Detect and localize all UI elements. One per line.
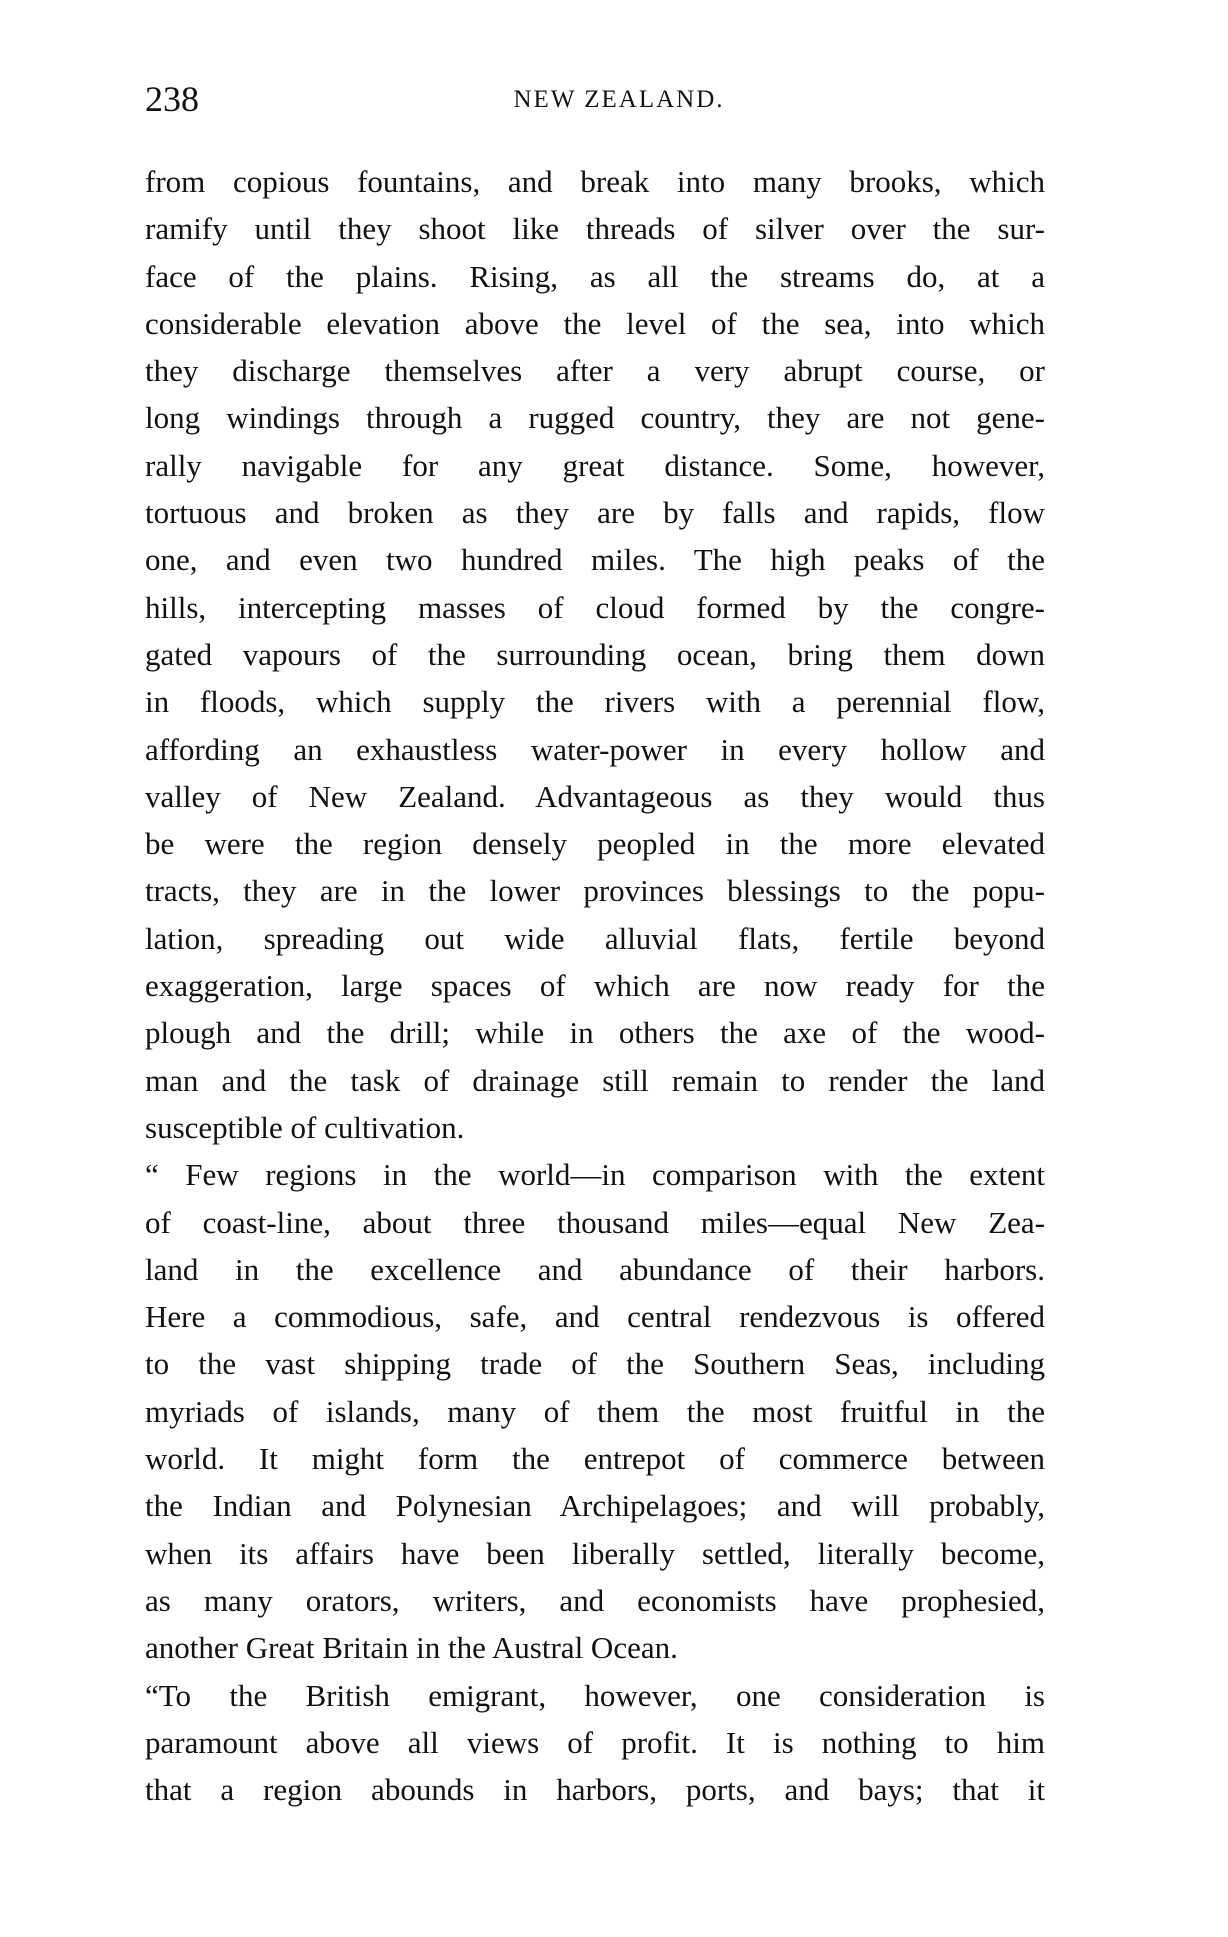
text-line: tracts, they are in the lower provinces blessings to the popu-: [145, 873, 1045, 909]
text-line: affording an exhaustless water-power in every hollow and: [145, 731, 1045, 767]
text-line: “ Few regions in the world—in comparison with the extent: [145, 1157, 1045, 1193]
paragraph: [145, 1672, 1045, 1814]
text-line: one, and even two hundred miles. The high peaks of the: [145, 542, 1045, 578]
text-line: they discharge themselves after a very abrupt course, or: [145, 353, 1045, 389]
page-number: 238: [145, 79, 199, 119]
text-line: land in the excellence and abundance of their harbors.: [145, 1251, 1045, 1287]
text-line: gated vapours of the surrounding ocean, bring them down: [145, 636, 1045, 672]
text-line: to the vast shipping trade of the Southern Seas, including: [145, 1346, 1045, 1382]
text-line: plough and the drill; while in others the axe of the wood-: [145, 1015, 1045, 1051]
text-line: ramify until they shoot like threads of silver over the sur-: [145, 211, 1045, 247]
text-line: as many orators, writers, and economists have prophesied,: [145, 1582, 1045, 1618]
text-line: myriads of islands, many of them the most fruitful in the: [145, 1393, 1045, 1429]
paragraph: [145, 158, 1045, 1151]
text-line: be were the region densely peopled in the more elevated: [145, 826, 1045, 862]
body-text: [145, 158, 1045, 1813]
text-line: man and the task of drainage still remain to render the land: [145, 1062, 1045, 1098]
text-line: tortuous and broken as they are by falls and rapids, flow: [145, 495, 1045, 531]
text-line: valley of New Zealand. Advantageous as they would thus: [145, 778, 1045, 814]
text-line: of coast-line, about three thousand miles—equal New Zea-: [145, 1204, 1045, 1240]
text-line: from copious fountains, and break into many brooks, which: [145, 164, 1045, 199]
text-line: long windings through a rugged country, they are not gene-: [145, 400, 1045, 436]
paragraph: [145, 1151, 1045, 1671]
text-line: hills, intercepting masses of cloud formed by the congre-: [145, 589, 1045, 625]
text-line: exaggeration, large spaces of which are now ready for the: [145, 968, 1045, 1004]
running-title: NEW ZEALAND.: [513, 86, 725, 113]
text-line: another Great Britain in the Austral Ocean.: [145, 1630, 678, 1666]
text-line: Here a commodious, safe, and central rendezvous is offered: [145, 1299, 1045, 1335]
text-line: when its affairs have been liberally settled, literally become,: [145, 1535, 1045, 1571]
text-line: “To the British emigrant, however, one consideration is: [145, 1677, 1045, 1713]
text-line: world. It might form the entrepot of commerce between: [145, 1441, 1045, 1477]
text-line: paramount above all views of profit. It is nothing to him: [145, 1724, 1045, 1760]
text-line: that a region abounds in harbors, ports, and bays; that it: [145, 1772, 1045, 1808]
text-line: face of the plains. Rising, as all the streams do, at a: [145, 258, 1045, 294]
text-line: the Indian and Polynesian Archipelagoes; and will probably,: [145, 1488, 1045, 1524]
text-line: susceptible of cultivation.: [145, 1109, 465, 1145]
text-line: considerable elevation above the level of the sea, into which: [145, 305, 1045, 341]
text-line: lation, spreading out wide alluvial flats, fertile beyond: [145, 920, 1045, 956]
text-line: rally navigable for any great distance. Some, however,: [145, 447, 1045, 483]
text-line: in floods, which supply the rivers with a perennial flow,: [145, 684, 1045, 720]
